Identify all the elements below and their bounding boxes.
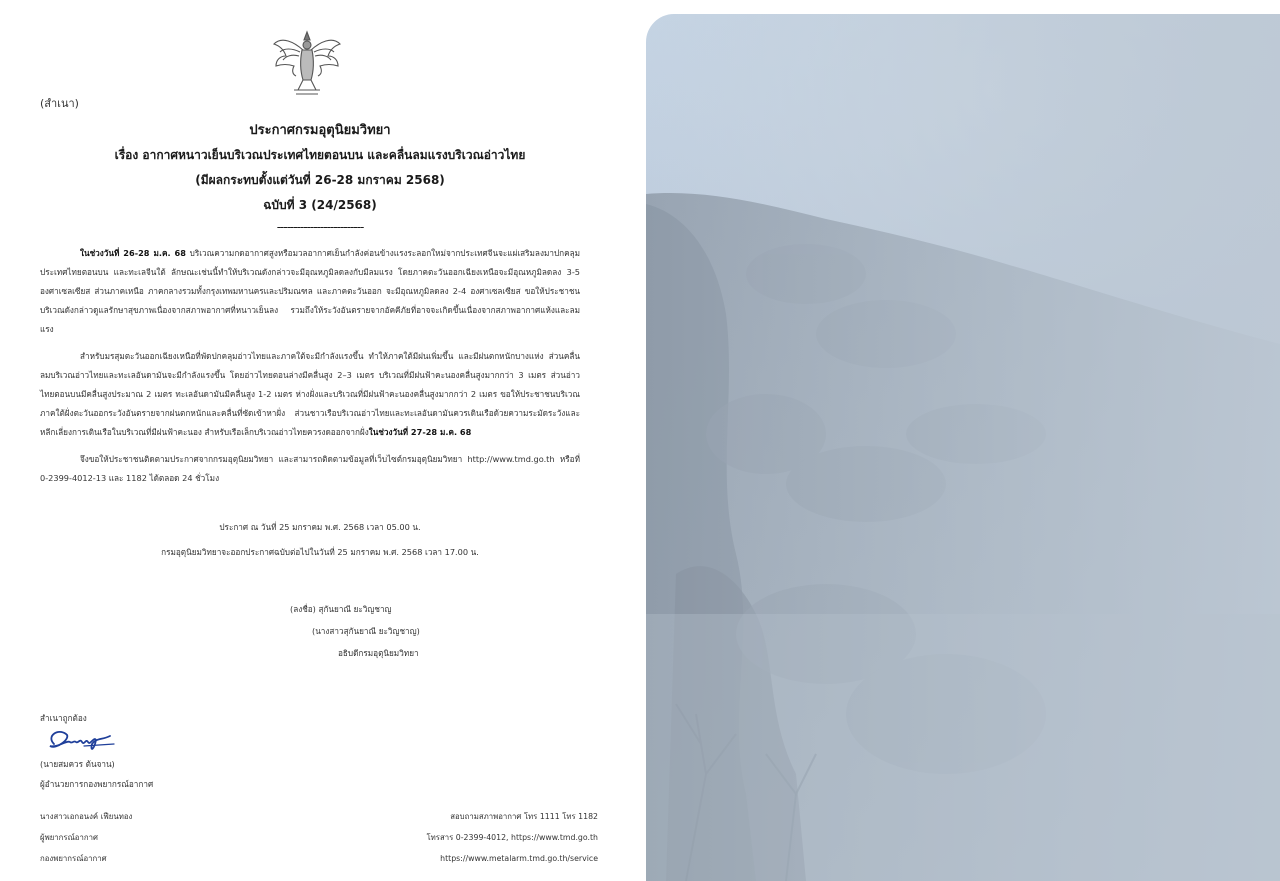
contact-phone: สอบถามสภาพอากาศ โทร 1111 โทร 1182 xyxy=(450,812,598,821)
next-issue-date: กรมอุตุนิยมวิทยาจะออกประกาศฉบับต่อไปในวันที่ 25 มกราคม พ.ศ. 2568 เวลา 17.00 น. xyxy=(161,547,479,557)
page-title: ประกาศกรมอุตุนิยมวิทยา xyxy=(249,123,391,138)
fog-scene xyxy=(646,14,1280,881)
footer-contact xyxy=(340,806,598,869)
signed-line: (ลงชื่อ) สุกันยาณี ยะวิญชาญ xyxy=(290,604,392,614)
signer-name: (นางสาวสุกันยาณี ยะวิญชาญ) xyxy=(312,626,420,636)
paragraph-text: จึงขอให้ประชาชนติดตามประกาศจากกรมอุตุนิยมวิทยา และสามารถติดตามข้อมูลที่เว็บไซต์กรมอุตุนิยมวิทยา http://www.tmd.go.th หรือที่ 0-2399-4012-13 และ 1182 ได้ตลอด 24 ชั่วโมง xyxy=(40,454,580,483)
announcement-body xyxy=(40,244,580,496)
signature-block xyxy=(290,598,490,664)
copy-mark: (สำเนา) xyxy=(40,97,79,110)
paragraph-text: สำหรับมรสุมตะวันออกเฉียงเหนือที่พัดปกคลุมอ่าวไทยและภาคใต้จะมีกำลังแรงขึ้น ทำให้ภาคใต้มีฝนเพิ่มขึ้น และมีฝนตกหนักบางแห่ง ส่วนคลื่นลมบริเวณอ่าวไทยและทะเลอันดามันจะมีกำลังแรงขึ้น โดยอ่าวไทยตอนล่างมีคลื่นสูง 2–3 เมตร บริเวณที่มีฝนฟ้าคะนองคลื่นสูงมากกว่า 3 เมตร ส่วนอ่าวไทยตอนบนมีคลื่นสูงประมาณ 2 เมตร ทะเลอันดามันมีคลื่นสูง 1-2 เมตร ห่างฝั่งและบริเวณที่มีฝนฟ้าคะนองคลื่นสูงมากกว่า 2 เมตร ขอให้ประชาชนบริเวณภาคใต้ฝั่งตะวันออกระวังอันตรายจากฝนตกหนักและคลื่นที่ซัดเข้าหาฝั่ง ส่วนชาวเรือบริเวณอ่าวไทยและทะเลอันดามันควรเดินเรือด้วยความระมัดระวังและหลีกเลี่ยงการเดินเรือในบริเวณที่มีฝนฟ้าคะนอง สำหรับเรือเล็กบริเวณอ่าวไทยควรงดออกจากฝั่ง xyxy=(40,351,580,437)
paragraph-monsoon xyxy=(40,347,580,442)
footer-forecaster xyxy=(40,806,280,869)
garuda-emblem-icon xyxy=(270,30,344,96)
signer-title: อธิบดีกรมอุตุนิยมวิทยา xyxy=(338,648,419,658)
announcement-header xyxy=(40,118,600,236)
paragraph-cold-weather xyxy=(40,244,580,339)
paragraph-text: บริเวณความกดอากาศสูงหรือมวลอากาศเย็นกำลังค่อนข้างแรงระลอกใหม่จากประเทศจีนจะแผ่เสริมลงมาปกคลุมประเทศไทยตอนบน และทะเลจีนใต้ ลักษณะเช่นนี้ทำให้บริเวณดังกล่าวจะมีอุณหภูมิลดลงกับมีลมแรง โดยภาคตะวันออกเฉียงเหนือจะมีอุณหภูมิลดลง 3-5 องศาเซลเซียส ส่วนภาคเหนือ ภาคกลางรวมทั้งกรุงเทพมหานครและปริมณฑล และภาคตะวันออก จะมีอุณหภูมิลดลง 2-4 องศาเซลเซียส ขอให้ประชาชนบริเวณดังกล่าวดูแลรักษาสุขภาพเนื่องจากสภาพอากาศที่หนาวเย็นลง รวมถึงให้ระวังอันตรายจากอัคคีภัยที่อาจจะเกิดขึ้นเนื่องจากสภาพอากาศแห้งและลมแรง xyxy=(40,248,580,334)
paragraph-dates: ในช่วงวันที่ 27-28 ม.ค. 68 xyxy=(368,427,472,437)
paragraph-lead: ในช่วงวันที่ 26-28 ม.ค. 68 xyxy=(80,248,186,258)
certified-label: สำเนาถูกต้อง xyxy=(40,713,87,723)
announcement-timestamps xyxy=(40,515,600,565)
announced-date: ประกาศ ณ วันที่ 25 มกราคม พ.ศ. 2568 เวลา 05.00 น. xyxy=(219,522,421,532)
forecaster-role: ผู้พยากรณ์อากาศ xyxy=(40,833,98,842)
issue-number: ฉบับที่ 3 (24/2568) xyxy=(263,198,377,212)
forecaster-name: นางสาวเอกอนงค์ เฟียนทอง xyxy=(40,812,133,821)
divider-rule: -------------------------- xyxy=(276,220,364,234)
effective-dates: (มีผลกระทบตั้งแต่วันที่ 26-28 มกราคม 2568) xyxy=(195,173,445,187)
forecaster-division: กองพยากรณ์อากาศ xyxy=(40,854,107,863)
paragraph-follow-updates xyxy=(40,450,580,488)
certified-copy-block xyxy=(40,708,280,794)
announcement-subject: เรื่อง อากาศหนาวเย็นบริเวณประเทศไทยตอนบน และคลื่นลมแรงบริเวณอ่าวไทย xyxy=(114,148,526,162)
contact-fax-website: โทรสาร 0-2399-4012, https://www.tmd.go.th xyxy=(426,833,598,842)
foggy-hillside-photo xyxy=(646,14,1280,881)
handwritten-signature xyxy=(44,726,116,754)
certifier-title: ผู้อำนวยการกองพยากรณ์อากาศ xyxy=(40,779,154,789)
contact-service-url: https://www.metalarm.tmd.go.th/service xyxy=(440,854,598,863)
certifier-name: (นายสมควร ต้นจาน) xyxy=(40,759,115,769)
